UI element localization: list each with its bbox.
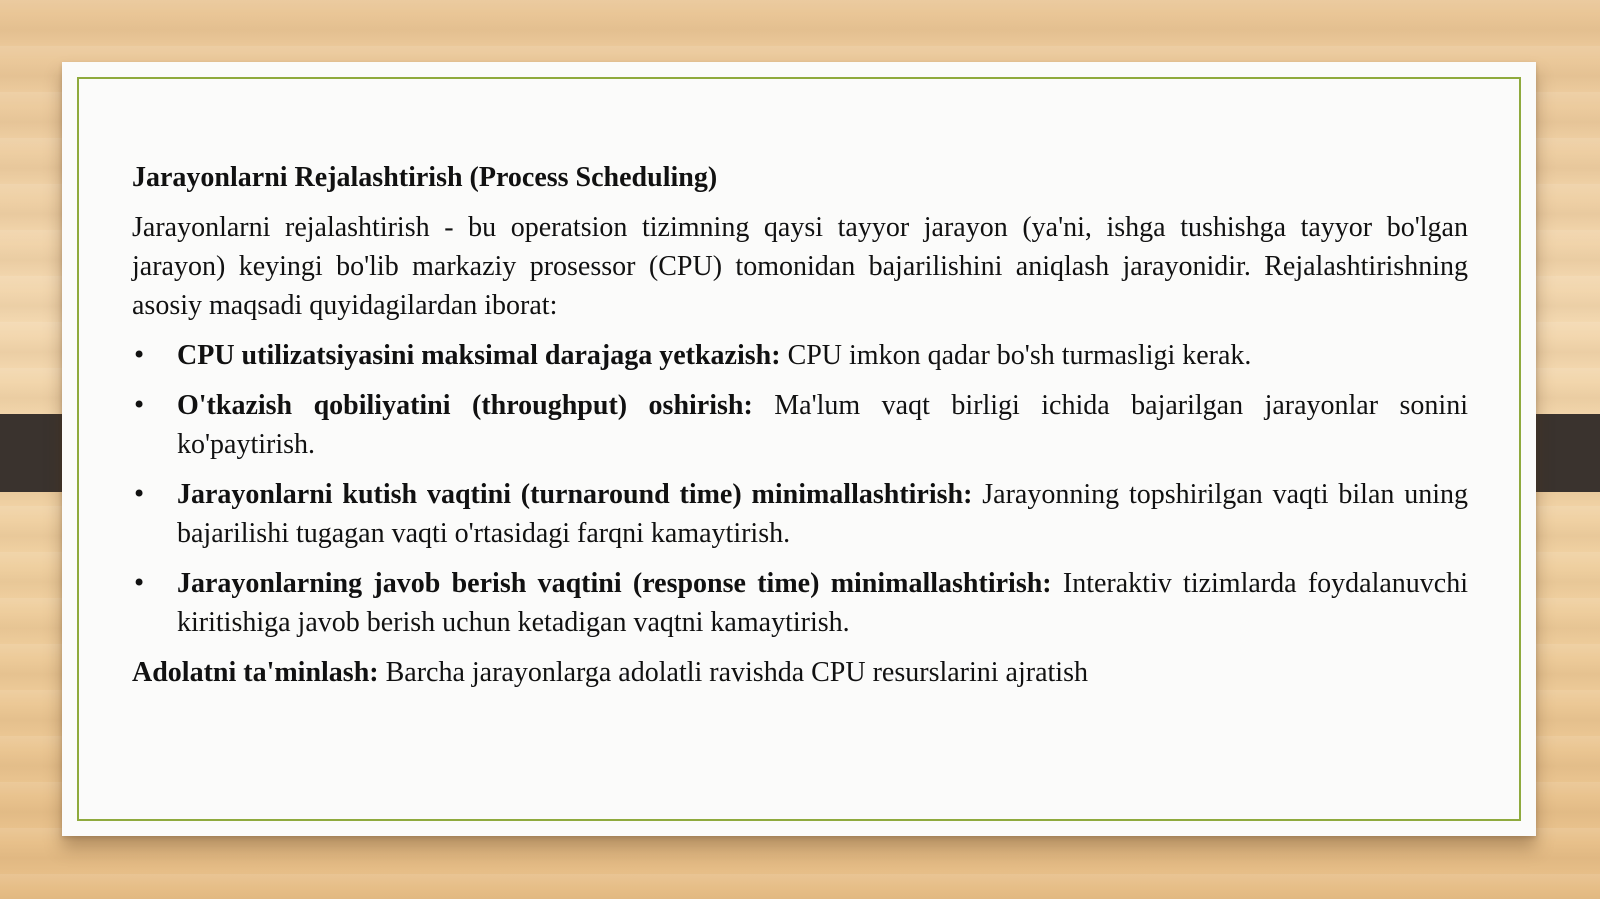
slide-title: Jarayonlarni Rejalashtirish (Process Scheduling) [132, 162, 718, 193]
list-item-term: CPU utilizatsiyasini maksimal darajaga yetkazish: [177, 340, 781, 371]
list-item-term: Jarayonlarni kutish vaqtini (turnaround time) minimallashtirish: [177, 479, 973, 510]
bullet-icon: • [132, 391, 147, 419]
list-item [132, 336, 1468, 375]
fairness-text: Barcha jarayonlarga adolatli ravishda CPU resurslarini ajratish [378, 657, 1088, 688]
bullet-icon: • [132, 569, 147, 597]
goals-list [132, 336, 1468, 642]
list-item-text: Ma'lum vaqt birligi ichida bajarilgan jarayonlar sonini ko'paytirish. [177, 390, 1468, 460]
list-item-term: Jarayonlarning javob berish vaqtini (response time) minimallashtirish: [177, 568, 1052, 599]
bullet-icon: • [132, 480, 147, 508]
list-item [132, 564, 1468, 642]
fairness-term: Adolatni ta'minlash: [132, 657, 379, 688]
list-item-text: Jarayonning topshirilgan vaqti bilan uning bajarilishi tugagan vaqti o'rtasidagi farqni kamaytirish. [177, 479, 1468, 549]
bullet-icon: • [132, 341, 147, 369]
slide-content [132, 158, 1468, 692]
slide-card [62, 62, 1536, 836]
list-item-term: O'tkazish qobiliyatini (throughput) oshirish: [177, 390, 753, 421]
intro-paragraph: Jarayonlarni rejalashtirish - bu operatsion tizimning qaysi tayyor jarayon (ya'ni, ishga tushishga tayyor bo'lgan jarayon) keyingi bo'lib markaziy prosessor (CPU) tomonidan bajarilishini aniqlash jarayonidir. Rejalashtirishning asosiy maqsadi quyidagilardan iborat: [132, 212, 1468, 321]
list-item-text: CPU imkon qadar bo'sh turmasligi kerak. [780, 340, 1252, 371]
list-item [132, 386, 1468, 464]
list-item-text: Interaktiv tizimlarda foydalanuvchi kiritishiga javob berish uchun ketadigan vaqtni kamaytirish. [177, 568, 1468, 638]
fairness-paragraph [132, 653, 1468, 692]
list-item [132, 475, 1468, 553]
